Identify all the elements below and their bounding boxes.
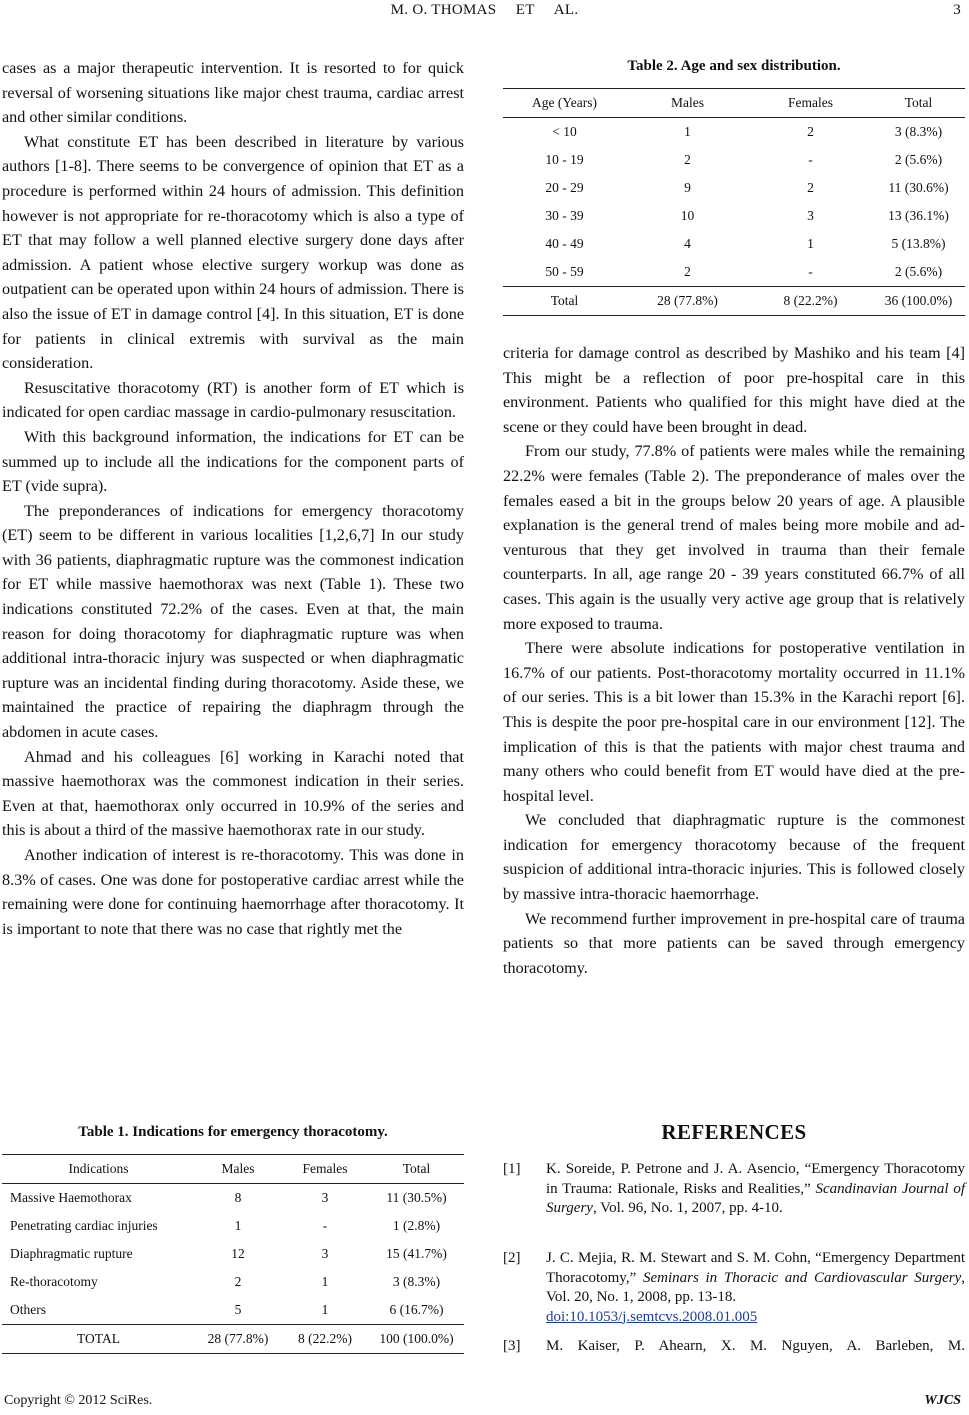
table-cell: 3 (8.3%) [894, 124, 943, 139]
table-total-row [503, 287, 965, 316]
table-cell: 1 [321, 1274, 329, 1289]
running-head: M. O. THOMAS ET AL. [390, 2, 579, 18]
table-cell: 11 (30.6%) [888, 180, 949, 195]
table-cell: 6 (16.7%) [389, 1302, 444, 1317]
copyright-notice: Copyright © 2012 SciRes. [4, 1393, 153, 1408]
table1 [2, 1154, 464, 1354]
journal-abbrev: WJCS [924, 1393, 961, 1408]
table-cell: 5 [234, 1302, 242, 1317]
table-cell: 12 [231, 1246, 245, 1261]
table-row [503, 230, 965, 258]
table2 [503, 88, 965, 316]
paragraph: The preponderances of indications for emergency thoracotomy (ET) seem to be different in various localities [1,2,6,7] In our study with 36 patients, diaphragmatic rupture was the commonest indication for ET while massive haemothorax was next (Table 1). These two indications constituted 72.2% of the cases. Even at that, the main reason for doing thoracotomy for diaphragmatic rupture was when additional intra-thoracic injury was suspected or when diaphragmatic rupture was an incidental finding during thoracotomy. Aside these, we maintained the practice of repairing the diaphragm through the abdomen in acute cases. [2, 501, 464, 742]
doi-link[interactable]: doi:10.1053/j.semtcvs.2008.01.005 [546, 1308, 758, 1325]
table-row [2, 1296, 464, 1325]
table-cell: 10 - 19 [545, 152, 584, 167]
table-cell: - [808, 152, 813, 167]
table-cell: 3 [321, 1190, 329, 1205]
table-cell: 100 (100.0%) [369, 1325, 464, 1354]
table-cell: 40 - 49 [545, 236, 584, 251]
reference-item [503, 1249, 965, 1327]
column-header: Indications [2, 1155, 195, 1184]
reference-number: [1] [503, 1161, 521, 1177]
table-header-row [2, 1155, 464, 1184]
reference-number: [3] [503, 1338, 521, 1354]
reference-text: K. Soreide, P. Petrone and J. A. Asencio, “Emergency Thoracotomy in Trauma: Rationale, Risks and Realities,” [546, 1161, 965, 1197]
table-cell: 3 [321, 1246, 329, 1261]
table1-caption: Table 1. Indications for emergency thoracotomy. [78, 1124, 388, 1140]
table-cell: Massive Haemothorax [10, 1190, 132, 1205]
table-cell: 2 [684, 152, 691, 167]
table-cell: 28 (77.8%) [195, 1325, 281, 1354]
table-cell: 1 [234, 1218, 242, 1233]
reference-text: J. C. Mejia, R. M. Stewart and S. M. Cohn, “Emergency Department Thoracotomy,” [546, 1250, 965, 1286]
table-cell: Total [503, 287, 626, 316]
paragraph: Resuscitative thoracotomy (RT) is another form of ET which is indicated for open cardiac massage in cardio-pulmonary resuscitation. [2, 378, 464, 422]
paragraph: What constitute ET has been described in literature by various authors [1-8]. There seems to be convergence of opinion that ET as a procedure is performed within 24 hours of admission. This definition however is not appropriate for re-thoracotomy which is also a type of ET that may follow a well planned elective surgery done days after admission. A patient whose elective surgery workup was done as outpatient can be operated upon within 24 hours of admission. There is also the issue of ET in damage control [4]. In this situation, ET is done for patients in clinical extremis with survival as the main consideration. [2, 132, 464, 373]
table-row [2, 1268, 464, 1296]
left-column [2, 56, 464, 941]
table2-caption: Table 2. Age and sex distribution. [627, 58, 841, 74]
reference-number: [2] [503, 1250, 521, 1266]
reference-journal: Scandinavian Journal of Surgery [546, 1180, 965, 1216]
table-cell: 3 [807, 208, 814, 223]
table-cell: 4 [684, 236, 691, 251]
reference-text: , Vol. 20, No. 1, 2008, pp. 13-18. [546, 1269, 965, 1305]
reference-journal: Seminars in Thoracic and Cardiovascular Surgery [642, 1269, 962, 1286]
column-header: Males [626, 89, 749, 118]
table-cell: 1 [807, 236, 814, 251]
reference-text: M. Kaiser, P. Ahearn, X. M. Nguyen, A. Barleben, M. [546, 1338, 965, 1354]
column-header: Age (Years) [503, 89, 626, 118]
table-row [503, 174, 965, 202]
table-cell: - [322, 1218, 328, 1233]
column-header: Males [195, 1155, 281, 1184]
table-cell: 2 [807, 180, 814, 195]
table-header-row [503, 89, 965, 118]
table-total-row [2, 1325, 464, 1354]
table-cell: 9 [684, 180, 691, 195]
table-cell: 8 (22.2%) [749, 287, 872, 316]
table-cell: Others [10, 1302, 46, 1317]
paragraph: From our study, 77.8% of patients were males while the remaining 22.2% were females (Table 2). The preponderance of males over the females eased a bit in the groups below 20 years of age. A plausible explanation is the general trend of males being more mobile and adventurous that they get involved in trauma than their female counterparts. In all, age range 20 - 39 years constituted 66.7% of all cases. This again is the usually very active age group that is relatively more exposed to trauma. [503, 442, 965, 633]
column-header: Females [281, 1155, 369, 1184]
table-cell: Diaphragmatic rupture [10, 1246, 133, 1261]
paragraph: criteria for damage control as described by Mashiko and his team [4] This might be a reflection of poor pre-hospital care in this environment. Patients who qualified for this might have died at the scene or they could have been brought in dead. [503, 344, 965, 436]
table-cell: 30 - 39 [545, 208, 584, 223]
reference-item [503, 1160, 965, 1219]
table-cell: 2 (5.6%) [894, 152, 943, 167]
table-cell: 3 (8.3%) [392, 1274, 441, 1289]
column-header: Total [369, 1155, 464, 1184]
table-cell: 8 (22.2%) [281, 1325, 369, 1354]
paragraph: We recommend further improvement in pre-hospital care of trauma patients so that more patients can be saved through emergency thoracotomy. [503, 909, 965, 977]
reference-text: , Vol. 96, No. 1, 2007, pp. 4-10. [592, 1200, 783, 1216]
table-cell: 8 [234, 1190, 242, 1205]
table-cell: 5 (13.8%) [891, 236, 946, 251]
reference-item [503, 1337, 965, 1357]
column-header: Females [749, 89, 872, 118]
table-cell: 28 (77.8%) [626, 287, 749, 316]
paragraph: There were absolute indications for postoperative ventilation in 16.7% of our patients. Post-thoracotomy mortality occurred in 11.1% of our series. This is a bit lower than 15.3% in the Karachi report [6]. This is despite the poor pre-hospital care in our environment [12]. The implication of this is that the patients with major chest trauma and many others who could benefit from ET would have died at the pre-hospital level. [503, 639, 965, 805]
paragraph: cases as a major therapeutic intervention. It is resorted to for quick reversal of worsening situations like major chest trauma, cardiac arrest and other similar conditions. [2, 59, 464, 127]
table-row [2, 1240, 464, 1268]
table-cell: 2 [684, 264, 691, 279]
table-cell: - [808, 264, 813, 279]
table-cell: 2 [234, 1274, 242, 1289]
table-cell: 15 (41.7%) [386, 1246, 447, 1261]
table-cell: Re-thoracotomy [10, 1274, 98, 1289]
table-cell: Penetrating cardiac injuries [10, 1218, 158, 1233]
table-cell: 13 (36.1%) [888, 208, 949, 223]
table-row [503, 146, 965, 174]
paragraph: With this background information, the indications for ET can be summed up to include all the indications for the component parts of ET (vide supra). [2, 427, 464, 496]
table-cell: TOTAL [2, 1325, 195, 1354]
table-cell: 11 (30.5%) [386, 1190, 447, 1205]
paragraph: We concluded that diaphragmatic rupture is the commonest indication for emergency thoracotomy because of the frequent suspicion of additional intra-thoracic injuries. This is followed closely by massive intra-thoracic haemorrhage. [503, 811, 965, 904]
table-row [2, 1184, 464, 1213]
table-row [2, 1212, 464, 1240]
table-cell: 50 - 59 [545, 264, 584, 279]
table-row [503, 202, 965, 230]
right-column [503, 341, 965, 980]
references-heading: REFERENCES [661, 1120, 807, 1144]
column-header: Total [872, 89, 965, 118]
table-cell: 1 [684, 124, 691, 139]
table-cell: 20 - 29 [545, 180, 584, 195]
table-cell: 1 (2.8%) [392, 1218, 441, 1233]
page-number: 3 [953, 2, 961, 18]
table-cell: 1 [321, 1302, 329, 1317]
table-row [503, 258, 965, 287]
table-cell: 2 [807, 124, 814, 139]
table-cell: < 10 [552, 124, 577, 139]
paragraph: Ahmad and his colleagues [6] working in Karachi noted that massive haemothorax was the commonest indication in their series. Even at that, haemothorax only occurred in 10.9% of the series and this is about a third of the massive haemothorax rate in our study. [2, 747, 464, 840]
table-cell: 2 (5.6%) [894, 264, 943, 279]
paragraph: Another indication of interest is re-thoracotomy. This was done in 8.3% of cases. One was done for postoperative cardiac arrest while the remaining were done for continuing haemorrhage after thoracotomy. It is important to note that there was no case that rightly met the [2, 846, 464, 938]
table-cell: 10 [680, 208, 695, 223]
table-row [503, 118, 965, 147]
table-cell: 36 (100.0%) [872, 287, 965, 316]
running-header [0, 2, 969, 19]
